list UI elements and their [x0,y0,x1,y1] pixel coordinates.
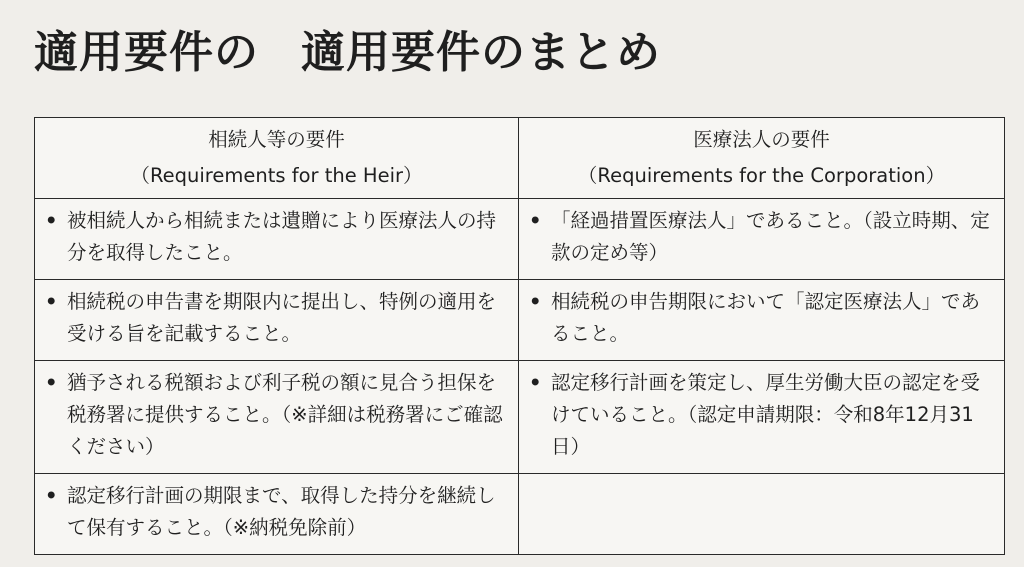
corporation-requirement-cell [519,280,1005,361]
bullet-icon: • [45,209,58,232]
list-item [45,205,508,269]
table-row [35,474,1005,555]
heir-requirement-text: 被相続人から相続または遺贈により医療法人の持分を取得したこと。 [67,209,497,264]
corporation-requirement-text: 認定移行計画を策定し、厚生労働大臣の認定を受けていること。（認定申請期限：令和8年12月31日） [551,371,981,458]
title-part-1: 適用要件の [34,27,259,78]
list-item [45,367,508,463]
bullet-icon: • [529,371,542,394]
list-item [529,286,994,350]
list-item [529,205,994,269]
table-row [35,361,1005,474]
heir-requirement-cell [35,199,519,280]
bullet-icon: • [45,290,58,313]
header-heir-ja: 相続人等の要件 [208,128,345,151]
corporation-requirement-cell-empty [519,474,1005,555]
heir-requirement-cell [35,474,519,555]
table-row [35,280,1005,361]
header-corporation-en: （Requirements for the Corporation） [577,164,946,187]
bullet-icon: • [45,371,58,394]
list-item [45,480,508,544]
corporation-requirement-text: 「経過措置医療法人」であること。（設立時期、定款の定め等） [551,209,990,264]
list-item [45,286,508,350]
heir-requirement-text: 猶予される税額および利子税の額に見合う担保を税務署に提供すること。（※詳細は税務署にご確認ください） [67,371,503,458]
table-header-row [35,118,1005,199]
corporation-requirement-cell [519,361,1005,474]
heir-requirement-cell [35,280,519,361]
bullet-icon: • [529,209,542,232]
corporation-requirement-cell [519,199,1005,280]
heir-requirement-text: 相続税の申告書を期限内に提出し、特例の適用を受ける旨を記載すること。 [67,290,497,345]
corporation-requirement-text: 相続税の申告期限において「認定医療法人」であること。 [551,290,981,345]
bullet-icon: • [529,290,542,313]
list-item [529,367,994,463]
header-heir [35,118,519,199]
requirements-table [34,117,1005,555]
header-heir-en: （Requirements for the Heir） [130,164,423,187]
title-part-2: 適用要件のまとめ [301,27,661,78]
table-row [35,199,1005,280]
header-corporation [519,118,1005,199]
bullet-icon: • [45,484,58,507]
heir-requirement-text: 認定移行計画の期限まで、取得した持分を継続して保有すること。（※納税免除前） [67,484,496,539]
header-corporation-ja: 医療法人の要件 [693,128,830,151]
page-title [34,28,661,79]
heir-requirement-cell [35,361,519,474]
